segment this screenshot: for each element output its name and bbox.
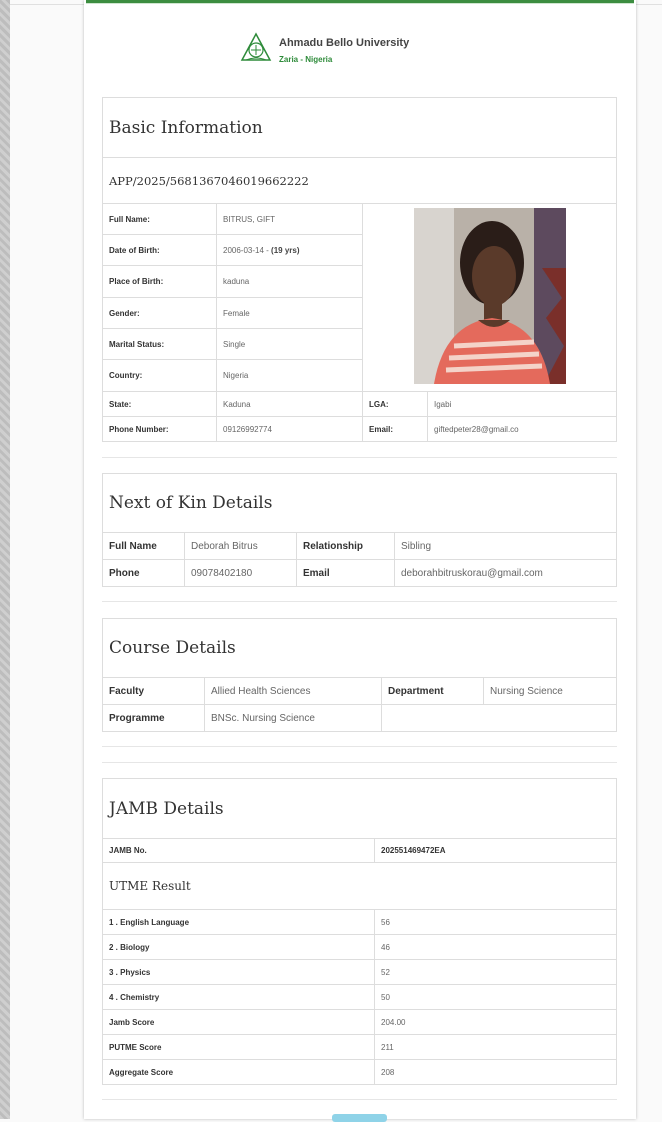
section-divider	[102, 1099, 617, 1100]
course-details-title-cell	[103, 619, 617, 678]
country-value: Nigeria	[217, 360, 363, 392]
jamb-score-value: 204.00	[375, 1010, 617, 1035]
utme-result-title: UTME Result	[109, 879, 191, 893]
applicant-photo	[414, 208, 566, 384]
course-details-section	[102, 618, 617, 732]
faculty-value: Allied Health Sciences	[205, 678, 382, 705]
country-label: Country:	[103, 360, 217, 392]
next-of-kin-title: Next of Kin Details	[109, 493, 273, 513]
kin-email-label: Email	[297, 560, 395, 587]
header	[84, 4, 636, 96]
aggregate-score-value: 208	[375, 1060, 617, 1085]
age-value: (19 yrs)	[271, 245, 300, 255]
phone-value: 09126992774	[217, 417, 363, 442]
section-divider	[102, 601, 617, 602]
kin-phone-value: 09078402180	[185, 560, 297, 587]
application-number: APP/2025/5681367046019662222	[109, 173, 309, 188]
department-label: Department	[382, 678, 484, 705]
dob-label: Date of Birth:	[103, 235, 217, 266]
jamb-details-section	[102, 778, 617, 1085]
subject-score: 56	[375, 910, 617, 935]
dob-value: 2006-03-14 -	[223, 245, 272, 255]
state-value: Kaduna	[217, 392, 363, 417]
applicant-photo-image	[414, 208, 566, 384]
department-value: Nursing Science	[484, 678, 617, 705]
kin-phone-label: Phone	[103, 560, 185, 587]
marital-status-value: Single	[217, 329, 363, 360]
pob-value: kaduna	[217, 266, 363, 298]
pob-label: Place of Birth:	[103, 266, 217, 298]
programme-label: Programme	[103, 705, 205, 732]
next-of-kin-title-cell	[103, 474, 617, 533]
empty-cell	[382, 705, 617, 732]
lga-label: LGA:	[363, 392, 428, 417]
programme-value: BNSc. Nursing Science	[205, 705, 382, 732]
subject-score: 50	[375, 985, 617, 1010]
lga-value: Igabi	[428, 392, 617, 417]
subject-label: 3 . Physics	[103, 960, 375, 985]
full-name-label: Full Name:	[103, 204, 217, 235]
aggregate-score-label: Aggregate Score	[103, 1060, 375, 1085]
jamb-no-value: 202551469472EA	[375, 839, 617, 863]
basic-information-title: Basic Information	[109, 117, 263, 138]
jamb-details-title: JAMB Details	[109, 798, 224, 819]
full-name-value: BITRUS, GIFT	[217, 204, 363, 235]
jamb-no-label: JAMB No.	[103, 839, 375, 863]
jamb-details-title-cell	[103, 779, 617, 839]
kin-full-name-label: Full Name	[103, 533, 185, 560]
university-name: Ahmadu Bello University	[279, 37, 410, 49]
application-page	[84, 0, 636, 1119]
section-divider	[102, 762, 617, 763]
application-number-cell	[103, 158, 617, 204]
marital-status-label: Marital Status:	[103, 329, 217, 360]
gender-label: Gender:	[103, 298, 217, 329]
kin-full-name-value: Deborah Bitrus	[185, 533, 297, 560]
subject-label: 1 . English Language	[103, 910, 375, 935]
basic-information-section	[102, 97, 617, 442]
basic-information-title-cell	[103, 98, 617, 158]
phone-label: Phone Number:	[103, 417, 217, 442]
utme-title-cell	[103, 863, 617, 910]
putme-score-value: 211	[375, 1035, 617, 1060]
email-label: Email:	[363, 417, 428, 442]
subject-score: 46	[375, 935, 617, 960]
subject-label: 2 . Biology	[103, 935, 375, 960]
section-divider	[102, 457, 617, 458]
left-rail	[0, 0, 10, 1119]
print-button[interactable]	[332, 1114, 387, 1122]
kin-email-value: deborahbitruskorau@gmail.com	[395, 560, 617, 587]
kin-relationship-label: Relationship	[297, 533, 395, 560]
dob-cell	[217, 235, 363, 266]
photo-cell	[363, 204, 617, 392]
gender-value: Female	[217, 298, 363, 329]
subject-label: 4 . Chemistry	[103, 985, 375, 1010]
faculty-label: Faculty	[103, 678, 205, 705]
putme-score-label: PUTME Score	[103, 1035, 375, 1060]
subject-score: 52	[375, 960, 617, 985]
email-value: giftedpeter28@gmail.co	[428, 417, 617, 442]
abu-crest-icon	[240, 32, 272, 64]
section-divider	[102, 746, 617, 747]
kin-relationship-value: Sibling	[395, 533, 617, 560]
course-details-title: Course Details	[109, 638, 236, 658]
state-label: State:	[103, 392, 217, 417]
next-of-kin-section	[102, 473, 617, 587]
jamb-score-label: Jamb Score	[103, 1010, 375, 1035]
university-location: Zaria - Nigeria	[279, 55, 333, 64]
